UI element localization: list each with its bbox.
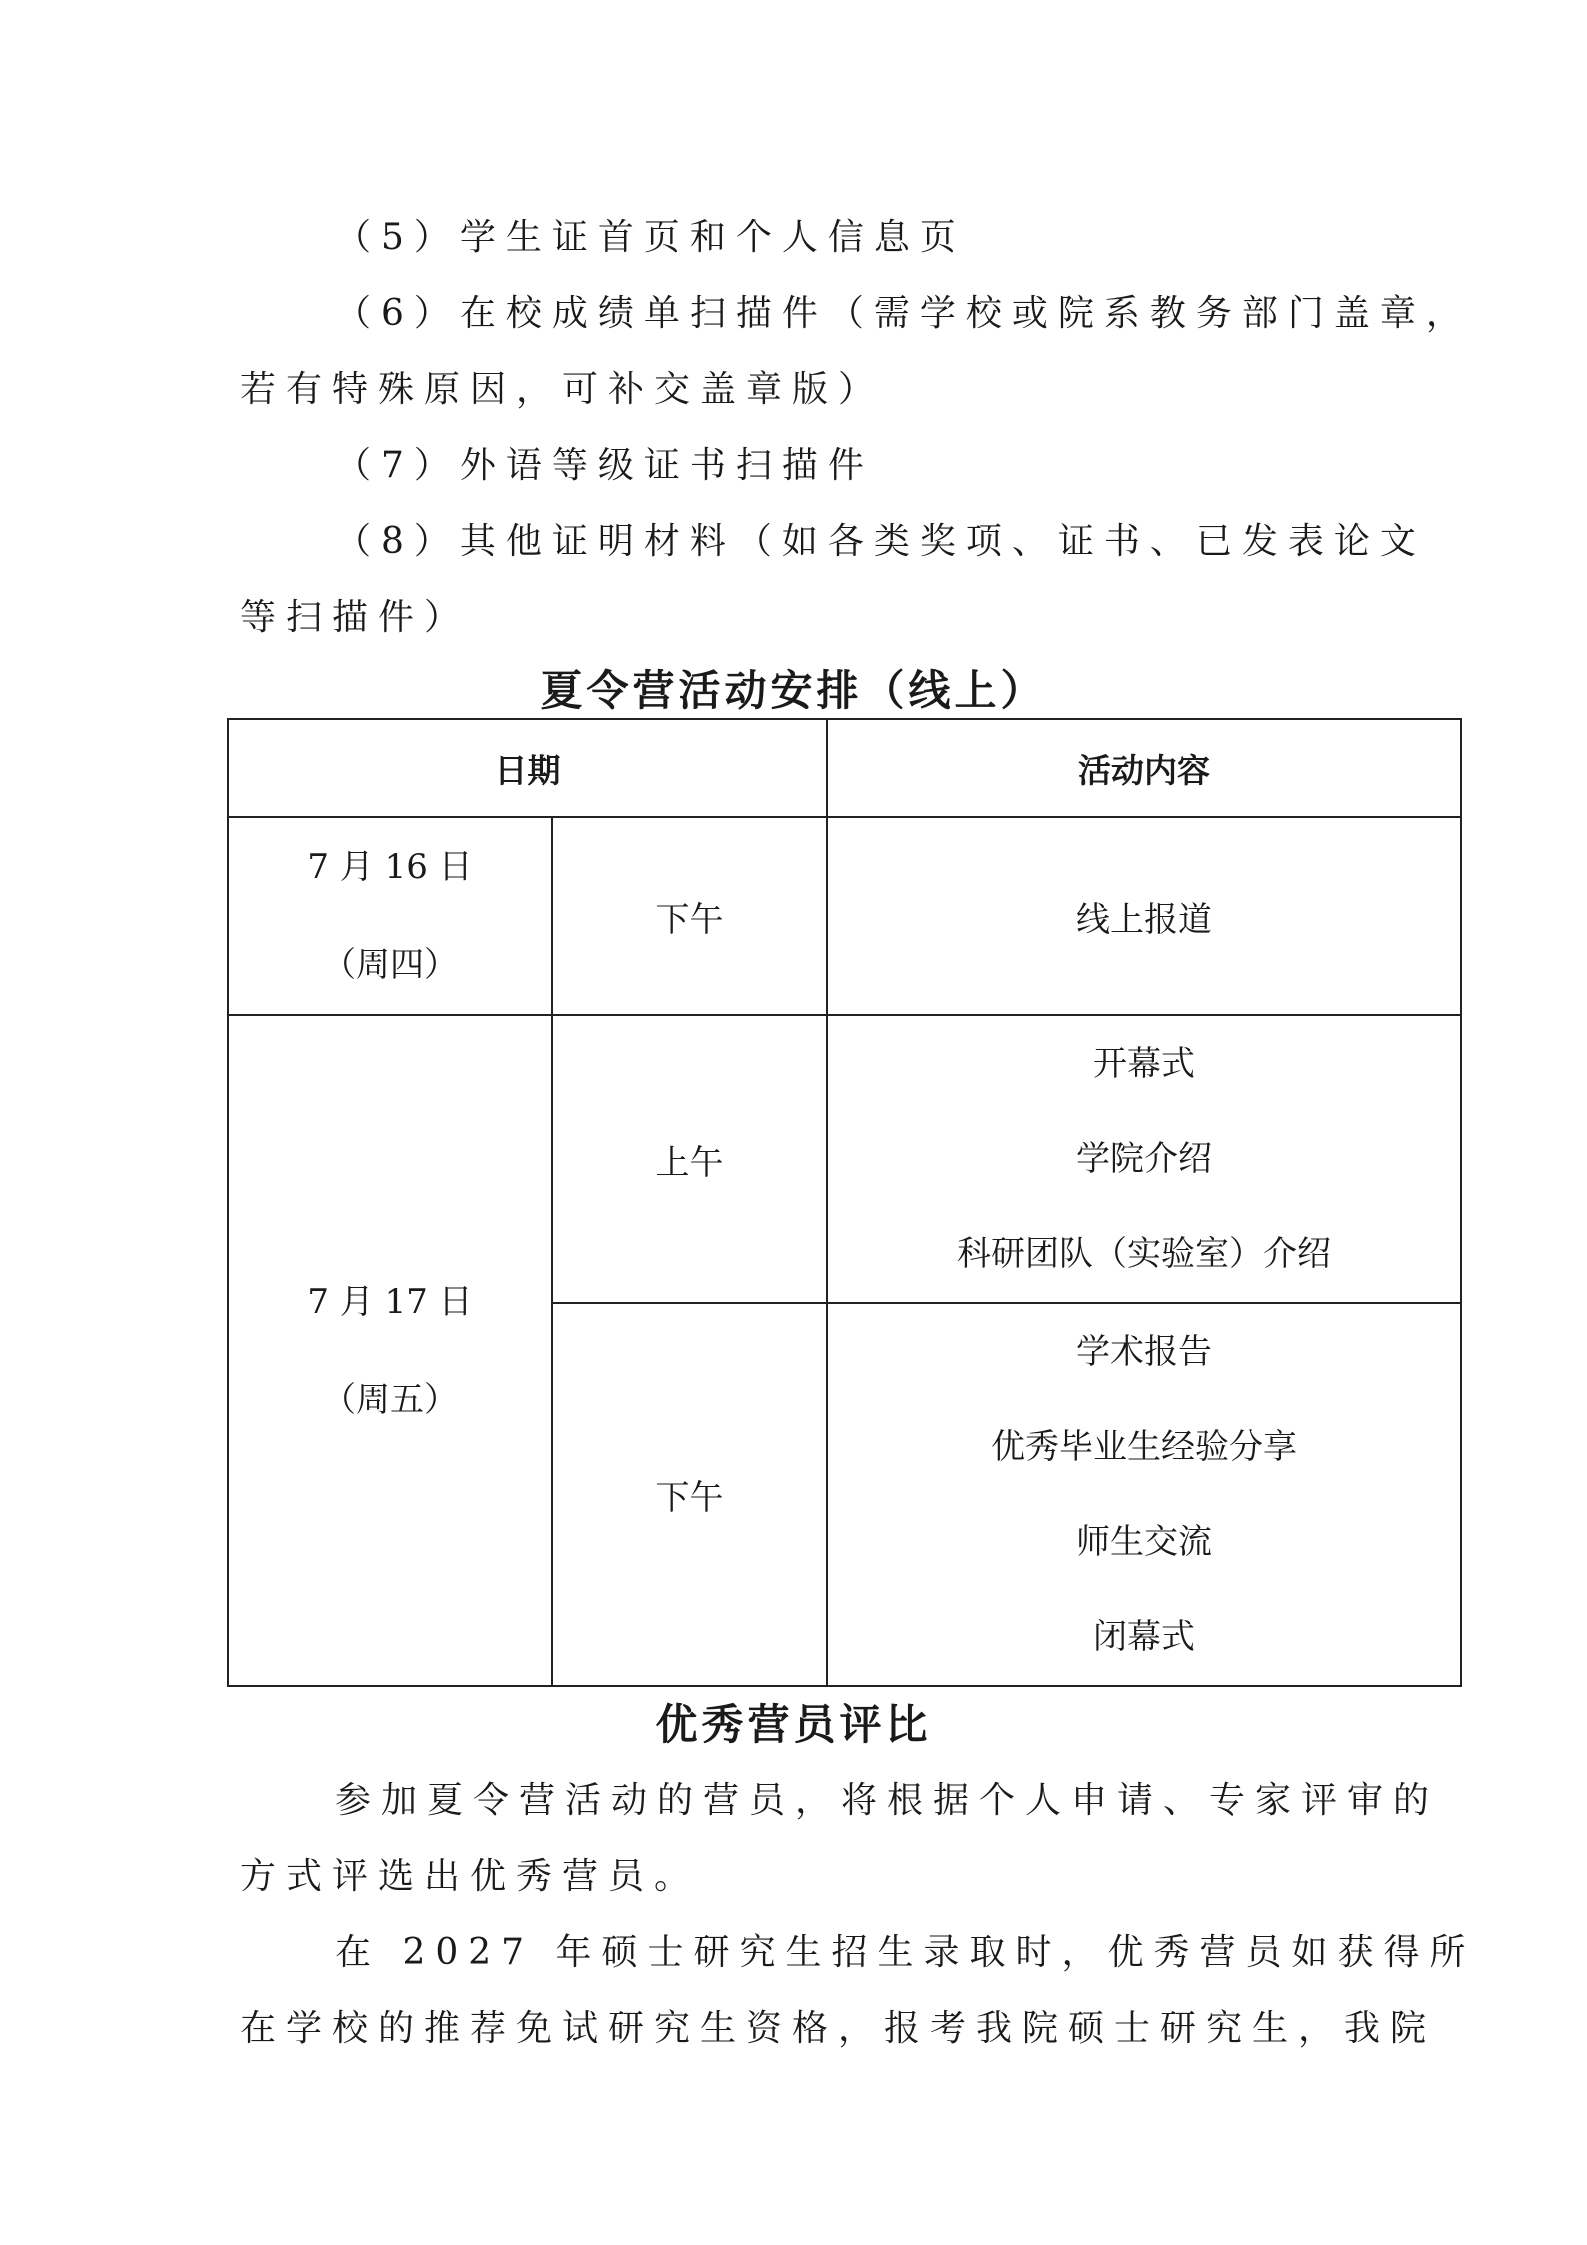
evaluation-paragraph-2-line2: 在学校的推荐免试研究生资格，报考我院硕士研究生，我院 [240, 2008, 1437, 2049]
evaluation-title: 优秀营员评比 [655, 1700, 932, 1749]
list-item-number: （5） [335, 217, 460, 258]
activity-item: 科研团队（实验室）介绍 [957, 1233, 1331, 1274]
list-item-8-line1 [335, 504, 1455, 580]
header-content: 活动内容 [827, 719, 1461, 817]
weekday-text: （周四） [322, 945, 458, 985]
schedule-table [227, 718, 1462, 1687]
evaluation-paragraph-1-line2: 方式评选出优秀营员。 [240, 1856, 701, 1897]
date-text: 7 月 16 日 [307, 847, 473, 887]
activity-item: 师生交流 [1076, 1521, 1212, 1562]
date-cell [228, 1015, 552, 1686]
weekday-text: （周五） [322, 1379, 458, 1420]
period-cell: 上午 [552, 1015, 827, 1303]
table-row [228, 817, 1461, 1015]
list-item-text: 学生证首页和个人信息页 [459, 217, 966, 258]
date-text: 7 月 17 日 [307, 1281, 473, 1322]
date-cell [228, 817, 552, 1015]
evaluation-paragraph-1-line1: 参加夏令营活动的营员，将根据个人申请、专家评审的 [335, 1780, 1440, 1821]
list-item-number: （7） [335, 445, 460, 486]
list-item-text: 其他证明材料（如各类奖项、证书、已发表论文 [459, 521, 1426, 562]
period-cell: 下午 [552, 817, 827, 1015]
table-header-row [228, 719, 1461, 817]
activity-item: 优秀毕业生经验分享 [991, 1426, 1297, 1467]
list-item-number: （6） [335, 293, 460, 334]
header-date: 日期 [228, 719, 827, 817]
period-cell: 下午 [552, 1303, 827, 1686]
activity-item: 学院介绍 [1076, 1138, 1212, 1179]
activity-cell: 线上报道 [827, 817, 1461, 1015]
activity-item: 闭幕式 [1093, 1616, 1195, 1657]
activity-item: 学术报告 [1076, 1331, 1212, 1372]
list-item-6-line1 [335, 276, 1472, 352]
list-item-number: （8） [335, 521, 460, 562]
list-item-text: 在校成绩单扫描件（需学校或院系教务部门盖章， [459, 293, 1472, 334]
activity-cell [827, 1303, 1461, 1686]
schedule-title: 夏令营活动安排（线上） [540, 666, 1047, 715]
list-item-7 [335, 428, 1455, 504]
table-row [228, 1015, 1461, 1303]
activity-cell [827, 1015, 1461, 1303]
activity-item: 开幕式 [1093, 1043, 1195, 1084]
list-item-text: 外语等级证书扫描件 [459, 445, 874, 486]
list-item-6-line2: 若有特殊原因，可补交盖章版） [240, 369, 885, 410]
list-item-5 [335, 200, 1455, 276]
list-item-8-line2: 等扫描件） [240, 597, 471, 638]
evaluation-paragraph-2-line1: 在 2027 年硕士研究生招生录取时，优秀营员如获得所 [335, 1932, 1476, 1973]
